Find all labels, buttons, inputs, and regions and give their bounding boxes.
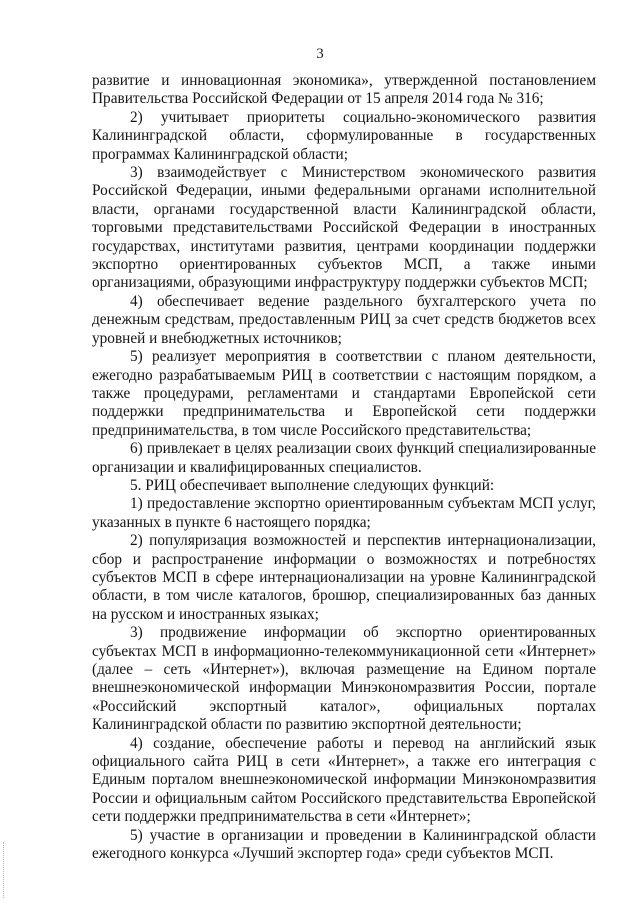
function-item-5: 5) участие в организации и проведении в Калининградской области ежегодного конкурса «Лучший экспортер года» среди субъектов МСП. xyxy=(92,826,596,863)
section-5-heading: 5. РИЦ обеспечивает выполнение следующих функций: xyxy=(130,476,495,494)
paragraph-item-5-activities: 5) реализует мероприятия в соответствии с планом деятельности, ежегодно разрабатываемым РИЦ в соответствии с настоящим порядком, а также процедурами, регламентами и стандартами Европейской сети поддержки предпринимательства и Европейской сети поддержки предпринимательства, в том числе Российского представительства; xyxy=(92,348,596,439)
paragraph-item-2-priorities: 2) учитывает приоритеты социально-экономического развития Калининградской области, сформулированные в государственных программах Калининградской области; xyxy=(92,108,596,163)
function-item-4: 4) создание, обеспечение работы и перевод на английский язык официального сайта РИЦ в сети «Интернет», а также его интеграция с Единым порталом внешнеэкономической информации Минэкономразвития России и официальным сайтом Российского представительства Европейской сети поддержки предпринимательства в сети «Интернет»; xyxy=(92,734,596,826)
function-item-1: 1) предоставление экспортно ориентированным субъектам МСП услуг, указанных в пункте 6 настоящего порядка; xyxy=(92,495,596,531)
function-item-2: 2) популяризация возможностей и перспектив интернационализации, сбор и распространение информации о возможностях и потребностях субъектов МСП в сфере интернационализации на уровне Калининградской области, в том числе каталогов, брошюр, специализированных баз данных на русском и иностранных языках; xyxy=(92,532,596,623)
document-body xyxy=(92,72,596,863)
paragraph-item-4-accounting: 4) обеспечивает ведение раздельного бухгалтерского учета по денежным средствам, предоставленным РИЦ за счет средств бюджетов всех уровней и внебюджетных источников; xyxy=(92,292,596,347)
paragraph-item-3-interaction: 3) взаимодействует с Министерством экономического развития Российской Федерации, иными федеральными органами исполнительной власти, органами государственной власти Калининградской области, торговыми представительствами Российской Федерации в иностранных государствах, институтами развития, центрами координации поддержки экспортно ориентированных субъектов МСП, а также иными организациями, образующими инфраструктуру поддержки субъектов МСП; xyxy=(92,164,596,292)
paragraph-continuation: развитие и инновационная экономика», утвержденной постановлением Правительства Российской Федерации от 15 апреля 2014 года № 316; xyxy=(92,72,596,108)
page-number: 3 xyxy=(316,46,324,62)
paragraph-item-6-specialists: 6) привлекает в целях реализации своих функций специализированные организации и квалифицированных специалистов. xyxy=(92,440,596,476)
function-item-3: 3) продвижение информации об экспортно ориентированных субъектах МСП в информационно-телекоммуникационной сети «Интернет» (далее – сеть «Интернет»), включая размещение на Едином портале внешнеэкономической информации Минэкономразвития России, портале «Российский экспортный каталог», официальных порталах Калининградской области по развитию экспортной деятельности; xyxy=(92,624,596,734)
scan-edge-mark xyxy=(3,842,6,898)
